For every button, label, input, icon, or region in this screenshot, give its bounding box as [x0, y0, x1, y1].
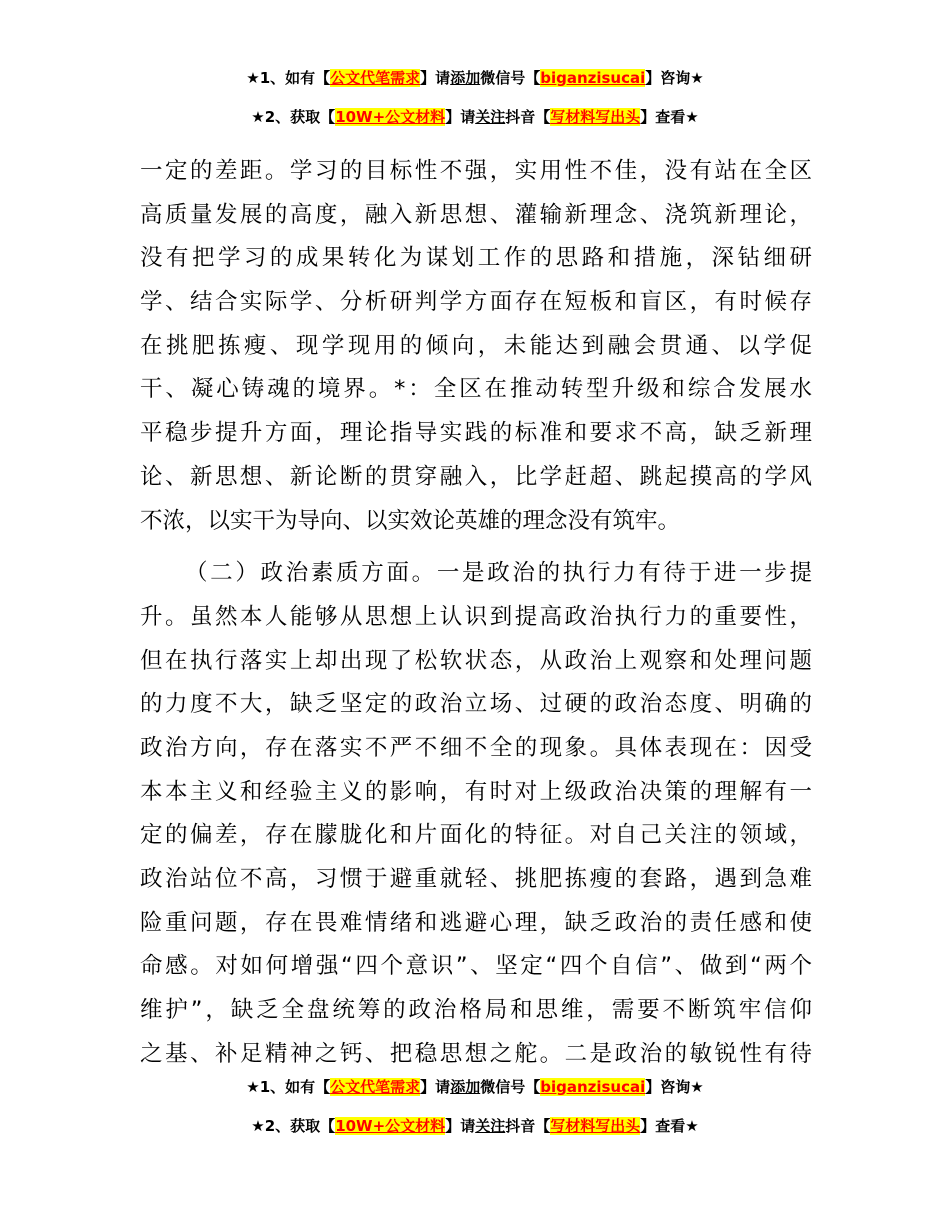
footer-promo-line-1	[0, 1077, 950, 1097]
highlight-text: 公文代笔需求	[330, 69, 421, 87]
highlight-text: 10W+公文材料	[335, 108, 446, 126]
underlined-text: 添加	[450, 69, 481, 87]
promo-text: 抖音【	[505, 1117, 551, 1135]
text-line: 政治方向，存在落实不严不细不全的现象。具体表现在：因受	[140, 734, 812, 761]
text-line: 平稳步提升方面，理论指导实践的标准和要求不高，缺乏新理	[140, 420, 812, 447]
text-line: 之基、补足精神之钙、把稳思想之舵。二是政治的敏锐性有待	[140, 1040, 812, 1067]
highlight-text: 公文代笔需求	[330, 1078, 421, 1096]
promo-text: 抖音【	[505, 108, 551, 126]
text-line: 不浓，以实干为导向、以实效论英雄的理念没有筑牢。	[140, 507, 681, 534]
header-promo-line-1	[0, 68, 950, 88]
text-line: 定的偏差，存在朦胧化和片面化的特征。对自己关注的领域，	[140, 822, 812, 849]
promo-text: 】咨询★	[645, 1078, 704, 1096]
text-line: 命感。对如何增强“四个意识”、坚定“四个自信”、做到“两个	[140, 953, 812, 980]
promo-text: ★2、获取【	[251, 108, 336, 126]
footer-promo-line-2	[0, 1116, 950, 1136]
text-line: （二）政治素质方面。一是政治的执行力有待于进一步提	[185, 560, 812, 587]
text-line: 在挑肥拣瘦、现学现用的倾向，未能达到融会贯通、以学促	[140, 332, 812, 359]
underlined-text: 添加	[450, 1078, 481, 1096]
text-line: 高质量发展的高度，融入新思想、灌输新理念、浇筑新理论，	[140, 201, 812, 228]
text-line: 论、新思想、新论断的贯穿融入，比学赶超、跳起摸高的学风	[140, 463, 812, 490]
text-line: 干、凝心铸魂的境界。*：全区在推动转型升级和综合发展水	[140, 376, 812, 403]
wechat-id: biganzisucai	[540, 1078, 646, 1096]
header-promo-line-2	[0, 107, 950, 127]
highlight-text: 10W+公文材料	[335, 1117, 446, 1135]
text-line: 维护”，缺乏全盘统筹的政治格局和思维，需要不断筑牢信仰	[140, 997, 812, 1024]
text-line: 的力度不大，缺乏坚定的政治立场、过硬的政治态度、明确的	[140, 691, 812, 718]
text-line: 本本主义和经验主义的影响，有时对上级政治决策的理解有一	[140, 778, 812, 805]
douyin-account: 写材料写出头	[550, 1117, 641, 1135]
promo-text: ★1、如有【	[246, 69, 331, 87]
wechat-id: biganzisucai	[540, 69, 646, 87]
text-line: 险重问题，存在畏难情绪和逃避心理，缺乏政治的责任感和使	[140, 909, 812, 936]
paragraph-2	[140, 552, 812, 1076]
document-body	[140, 150, 812, 1076]
promo-text: 】咨询★	[645, 69, 704, 87]
promo-text: ★1、如有【	[246, 1078, 331, 1096]
douyin-account: 写材料写出头	[550, 108, 641, 126]
promo-text: 】请	[420, 1078, 451, 1096]
promo-text: 】请	[420, 69, 451, 87]
promo-text: 】请	[445, 108, 476, 126]
promo-text: 】查看★	[640, 108, 699, 126]
underlined-text: 关注	[475, 108, 506, 126]
text-line: 升。虽然本人能够从思想上认识到提高政治执行力的重要性，	[140, 603, 812, 630]
text-line: 学、结合实际学、分析研判学方面存在短板和盲区，有时候存	[140, 289, 812, 316]
promo-text: ★2、获取【	[251, 1117, 336, 1135]
promo-text: 微信号【	[480, 1078, 541, 1096]
text-line: 但在执行落实上却出现了松软状态，从政治上观察和处理问题	[140, 647, 812, 674]
underlined-text: 关注	[475, 1117, 506, 1135]
text-line: 一定的差距。学习的目标性不强，实用性不佳，没有站在全区	[140, 158, 812, 184]
promo-text: 】查看★	[640, 1117, 699, 1135]
paragraph-1	[140, 150, 812, 543]
text-line: 没有把学习的成果转化为谋划工作的思路和措施，深钻细研	[140, 245, 812, 272]
text-line: 政治站位不高，习惯于避重就轻、挑肥拣瘦的套路，遇到急难	[140, 866, 812, 892]
promo-text: 】请	[445, 1117, 476, 1135]
promo-text: 微信号【	[480, 69, 541, 87]
